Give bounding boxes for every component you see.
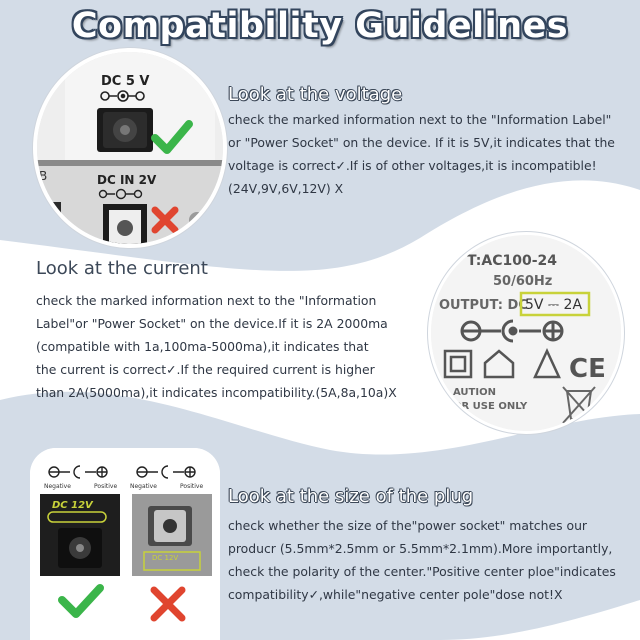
label-rating: 5V ⎓ 2A: [525, 297, 583, 313]
current-heading: Look at the current: [36, 258, 208, 279]
voltage-label-bottom: DC IN 2V: [97, 173, 157, 187]
plug-image: [30, 448, 220, 640]
voltage-heading: Look at the voltage: [228, 84, 403, 105]
plug-line-4: compatibility✓,while"negative center pole"dose not!X: [228, 587, 563, 602]
plug-text: [228, 514, 633, 606]
positive-label-right: Positive: [180, 483, 204, 490]
plug-line-1: check whether the size of the"power socket" matches our: [228, 518, 588, 533]
page-title: Compatibility Guidelines: [71, 6, 569, 46]
positive-label-left: Positive: [94, 483, 118, 490]
left-plug-label: DC 12V: [52, 500, 93, 511]
voltage-line-1: check the marked information next to the "Information Label": [228, 112, 612, 127]
negative-label-left: Negative: [44, 483, 71, 490]
label-line-1: T:AC100-24: [467, 253, 558, 269]
voltage-side-letter: B: [39, 169, 48, 183]
label-line-2: 50/60Hz: [493, 274, 553, 289]
voltage-line-4: (24V,9V,6V,12V) X: [228, 181, 344, 196]
plug-line-3: check the polarity of the center."Positive center ploe"indicates: [228, 564, 616, 579]
label-output: OUTPUT: DC: [439, 298, 528, 313]
current-line-1: check the marked information next to the "Information: [36, 293, 377, 308]
current-line-5: than 2A(5000ma),it indicates incompatibility.(5A,8a,10a)X: [36, 385, 397, 400]
current-line-2: Label"or "Power Socket" on the device.If it is 2A 2000ma: [36, 316, 388, 331]
current-text: [36, 289, 426, 404]
caution-line-2: OR USE ONLY: [453, 401, 528, 412]
right-plug-label: DC 12V: [152, 554, 179, 562]
ce-mark: CE: [569, 354, 606, 384]
voltage-image: [33, 48, 227, 248]
voltage-line-3: voltage is correct✓.If is of other voltages,it is incompatible!: [228, 158, 597, 173]
caution-line-1: AUTION: [453, 387, 496, 398]
negative-label-right: Negative: [130, 483, 157, 490]
current-image: [428, 232, 624, 434]
plug-heading: Look at the size of the plug: [228, 486, 474, 507]
plug-line-2: producr (5.5mm*2.5mm or 5.5mm*2.1mm).More importantly,: [228, 541, 613, 556]
current-line-4: the current is correct✓.If the required current is higher: [36, 362, 375, 377]
voltage-line-2: or "Power Socket" on the device. If it is 5V,it indicates that the: [228, 135, 615, 150]
voltage-label-top: DC 5 V: [101, 74, 150, 89]
voltage-text: [228, 108, 628, 200]
current-line-3: (compatible with 1a,100ma-5000ma),it indicates that: [36, 339, 369, 354]
